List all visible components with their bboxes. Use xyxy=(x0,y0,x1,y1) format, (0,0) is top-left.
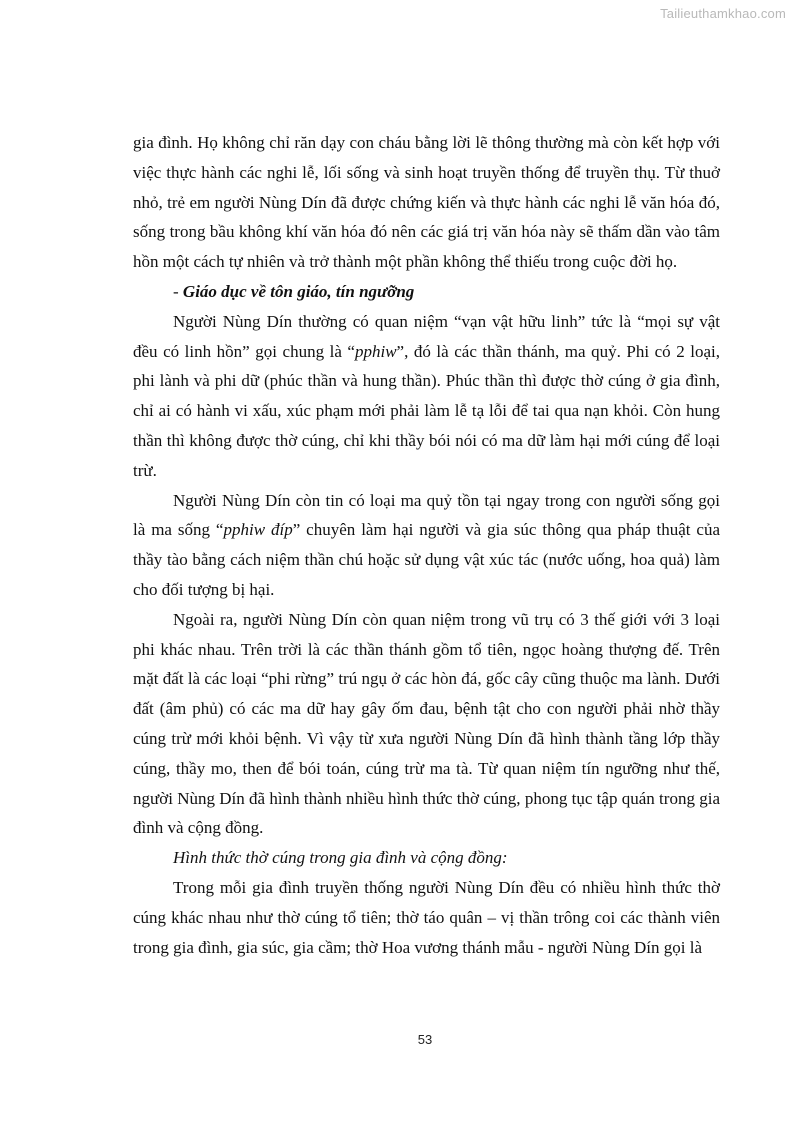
paragraph-family-worship: Trong mỗi gia đình truyền thống người Nùng Dín đều có nhiều hình thức thờ cúng khác nhau như thờ cúng tổ tiên; thờ táo quân – vị thần trông coi các thành viên trong gia đình, gia súc, gia cầm; thờ Hoa vương thánh mẫu - người Nùng Dín gọi là xyxy=(133,877,720,957)
worship-subheading: Hình thức thờ cúng trong gia đình và cộng đồng: xyxy=(173,848,508,868)
heading-text: Giáo dục về tôn giáo, tín ngưỡng xyxy=(182,281,415,301)
paragraph-living-ghost-part1: Người Nùng Dín còn tin có loại ma quỷ tồn tại ngay trong con người sống gọi là ma sống “ xyxy=(133,490,720,540)
paragraph-animism xyxy=(133,307,720,486)
heading-dash: - xyxy=(173,281,183,301)
term-pphiw: pphiw xyxy=(354,341,397,361)
paragraph-three-worlds: Ngoài ra, người Nùng Dín còn quan niệm trong vũ trụ có 3 thế giới với 3 loại phi khác nhau. Trên trời là các thần thánh gồm tổ tiên, ngọc hoàng thượng đế. Trên mặt đất là các loại “phi rừng” trú ngụ ở các hòn đá, gốc cây cũng thuộc ma lành. Dưới đất (âm phủ) có các ma dữ hay gây ốm đau, bệnh tật cho con người phải nhờ thầy cúng trừ mới khỏi bệnh. Vì vậy từ xưa người Nùng Dín đã hình thành tầng lớp thầy cúng, thầy mo, then để bói toán, cúng trừ ma tà. Từ quan niệm tín ngưỡng như thế, người Nùng Dín đã hình thành nhiều hình thức thờ cúng, phong tục tập quán trong gia đình và cộng đồng. xyxy=(133,609,720,838)
paragraph-living-ghost xyxy=(133,486,720,605)
site-watermark: Tailieuthamkhao.com xyxy=(660,6,786,21)
paragraph-animism-part2: ”, đó là các thần thánh, ma quỷ. Phi có 2 loại, phi lành và phi dữ (phúc thần và hung thần). Phúc thần thì được thờ cúng ở gia đình, chỉ ai có hành vi xấu, xúc phạm mới phải làm lễ tạ lỗi để tai qua nạn khỏi. Còn hung thần thì không được thờ cúng, chỉ khi thầy bói nói có ma dữ làm hại mới cúng để loại trừ. xyxy=(133,341,720,480)
page-number: 53 xyxy=(417,1032,433,1047)
paragraph-living-ghost-part2: ” chuyên làm hại người và gia súc thông qua pháp thuật của thầy tào bằng cách niệm thần chú hoặc sử dụng vật xúc tác (nước uống, hoa quả) làm cho đối tượng bị hại. xyxy=(133,520,720,599)
paragraph-animism-part1: Người Nùng Dín thường có quan niệm “vạn vật hữu linh” tức là “mọi sự vật đều có linh hồn” gọi chung là “ xyxy=(133,311,720,361)
paragraph-continuation: gia đình. Họ không chỉ răn dạy con cháu bằng lời lẽ thông thường mà còn kết hợp với việc thực hành các nghi lễ, lối sống và sinh hoạt truyền thống để truyền thụ. Từ thuở nhỏ, trẻ em người Nùng Dín đã được chứng kiến và thực hành các nghi lễ văn hóa đó, sống trong bầu không khí văn hóa đó nên các giá trị văn hóa này sẽ thấm dần vào tâm hồn một cách tự nhiên và trở thành một phần không thể thiếu trong cuộc đời họ. xyxy=(133,133,720,272)
section-heading xyxy=(133,277,720,307)
document-body xyxy=(133,128,720,962)
term-pphiw-dip: pphiw đíp xyxy=(223,520,293,540)
